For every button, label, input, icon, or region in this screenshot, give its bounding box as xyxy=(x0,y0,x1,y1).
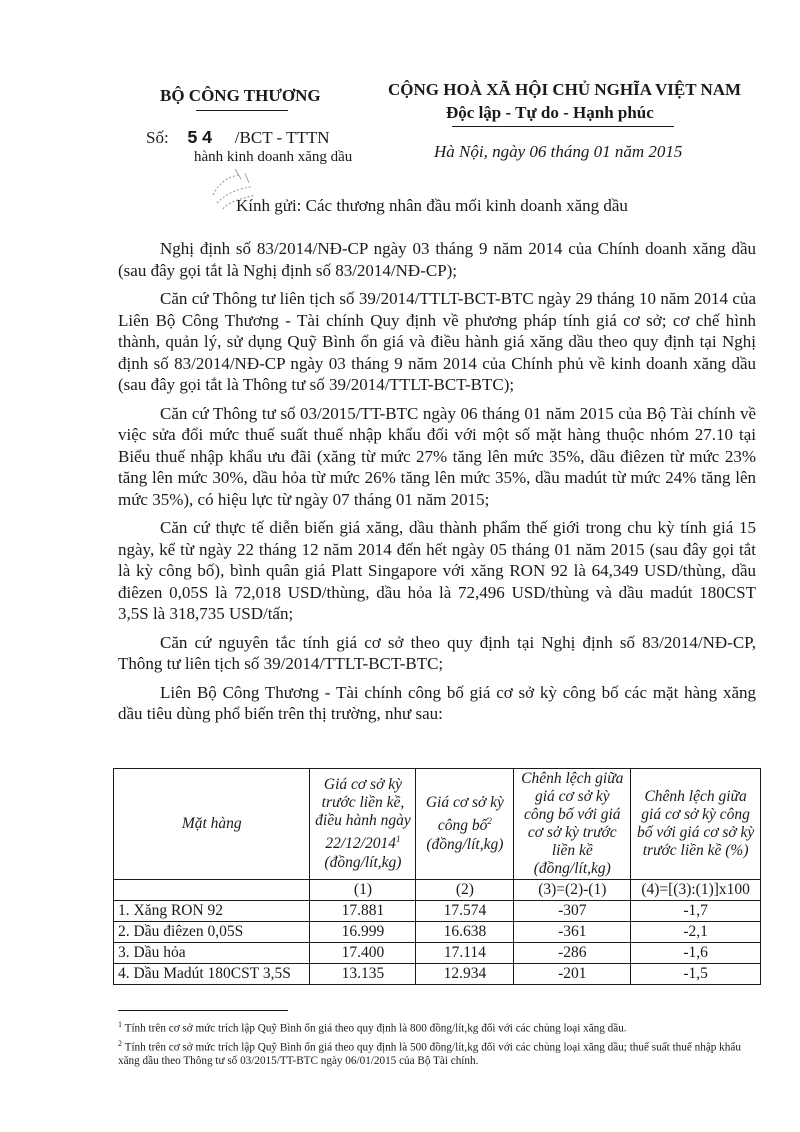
current-price: 17.574 xyxy=(416,901,514,922)
price-difference-percent: -1,6 xyxy=(631,943,761,964)
issuing-agency: BỘ CÔNG THƯƠNG xyxy=(160,86,321,105)
header-difference-percent: Chênh lệch giữa giá cơ sở kỳ công bố với giá cơ sở kỳ trước liền kề (%) xyxy=(631,769,761,880)
price-difference: -286 xyxy=(514,943,631,964)
formula-cell: (4)=[(3):(1)]x100 xyxy=(631,880,761,901)
paragraph-world-prices: Căn cứ thực tế diễn biến giá xăng, dầu thành phẩm thế giới trong chu kỳ tính giá 15 ngày, kể từ ngày 22 tháng 12 năm 2014 đến hết ngày 05 tháng 01 năm 2015 (sau đây gọi tắt là kỳ công bố), bình quân giá Platt Singapore với xăng RON 92 là 64,349 USD/thùng, dầu điêzen 0,05S là 72,018 USD/thùng, dầu hỏa là 72,496 USD/thùng và dầu madút 180CST 3,5S là 318,735 USD/tấn; xyxy=(118,518,756,623)
doc-number-label: Số: xyxy=(146,128,169,147)
price-difference: -361 xyxy=(514,922,631,943)
document-number xyxy=(146,128,330,149)
price-difference-percent: -2,1 xyxy=(631,922,761,943)
national-motto: Độc lập - Tự do - Hạnh phúc xyxy=(446,103,654,122)
motto-underline xyxy=(452,126,674,127)
formula-cell: (3)=(2)-(1) xyxy=(514,880,631,901)
document-body xyxy=(118,238,756,732)
price-difference-percent: -1,7 xyxy=(631,901,761,922)
formula-cell: (1) xyxy=(310,880,416,901)
price-difference: -201 xyxy=(514,964,631,985)
agency-underline xyxy=(196,110,288,111)
item-name: 2. Dầu điêzen 0,05S xyxy=(114,922,310,943)
price-difference: -307 xyxy=(514,901,631,922)
price-difference-percent: -1,5 xyxy=(631,964,761,985)
formula-cell-empty xyxy=(114,880,310,901)
header-difference: Chênh lệch giữa giá cơ sở kỳ công bố với giá cơ sở kỳ trước liền kề (đồng/lít,kg) xyxy=(514,769,631,880)
footnote: $^2$ Tính trên cơ sở mức trích lập Quỹ Bình ổn giá theo quy định là 500 đồng/lít,kg đối với các chủng loại xăng dầu; thuế suất thuế nhập khẩu xăng dầu theo Thông tư số 03/2015/TT-BTC ngày 06/01/2015 của Bộ Tài chính. xyxy=(118,1039,741,1068)
national-title: CỘNG HOÀ XÃ HỘI CHỦ NGHĨA VIỆT NAM xyxy=(388,80,742,99)
footnotes xyxy=(118,1018,758,1070)
document-subject: hành kinh doanh xăng dầu xyxy=(194,149,353,165)
paragraph-circular-03: Căn cứ Thông tư số 03/2015/TT-BTC ngày 06 tháng 01 năm 2015 của Bộ Tài chính về việc sửa đổi mức thuế suất thuế nhập khẩu đối với một số mặt hàng thuộc nhóm 27.10 tại Biểu thuế nhập khẩu ưu đãi (xăng từ mức 27% tăng lên mức 35%, dầu điêzen từ mức 23% tăng lên mức 30%, dầu hỏa từ mức 26% tăng lên mức 35%, dầu madút từ mức 24% tăng lên mức 35%), có hiệu lực từ ngày 07 tháng 01 năm 2015; xyxy=(118,403,756,509)
previous-price: 13.135 xyxy=(310,964,416,985)
item-name: 3. Dầu hỏa xyxy=(114,943,310,964)
current-price: 16.638 xyxy=(416,922,514,943)
footnote: $^1$ Tính trên cơ sở mức trích lập Quỹ Bình ổn giá theo quy định là 800 đồng/lít,kg đối với các chủng loại xăng dầu. xyxy=(118,1020,627,1035)
footnote-divider xyxy=(118,1010,288,1011)
header-previous-price: Giá cơ sở kỳ trước liền kề, điều hành ngày 22/12/2014$^1$ (đồng/lít,kg) xyxy=(310,769,416,880)
previous-price: 17.881 xyxy=(310,901,416,922)
current-price: 17.114 xyxy=(416,943,514,964)
item-name: 4. Dầu Madút 180CST 3,5S xyxy=(114,964,310,985)
paragraph-circular-39: Căn cứ Thông tư liên tịch số 39/2014/TTLT-BCT-BTC ngày 29 tháng 10 năm 2014 của Liên Bộ Công Thương - Tài chính Quy định về phương pháp tính giá cơ sở; cơ chế hình thành, quản lý, sử dụng Quỹ Bình ổn giá và điều hành giá xăng dầu theo quy định tại Nghị định số 83/2014/NĐ-CP ngày 03 tháng 9 năm 2014 của Chính phủ về kinh doanh xăng dầu (sau đây gọi tắt là Thông tư số 39/2014/TTLT-BCT-BTC); xyxy=(118,289,756,394)
header-item: Mặt hàng xyxy=(114,769,310,880)
table-row xyxy=(114,922,761,943)
paragraph-price-principle: Căn cứ nguyên tắc tính giá cơ sở theo quy định tại Nghị định số 83/2014/NĐ-CP, Thông tư liên tịch số 39/2014/TTLT-BCT-BTC; xyxy=(118,632,756,673)
current-price: 12.934 xyxy=(416,964,514,985)
formula-row xyxy=(114,880,761,901)
previous-price: 17.400 xyxy=(310,943,416,964)
formula-cell: (2) xyxy=(416,880,514,901)
doc-number-value: 54 xyxy=(186,129,217,149)
previous-price: 16.999 xyxy=(310,922,416,943)
table-row xyxy=(114,943,761,964)
base-price-table xyxy=(113,768,761,985)
recipient-line: Kính gửi: Các thương nhân đầu mối kinh doanh xăng dầu xyxy=(236,196,628,215)
table-row xyxy=(114,901,761,922)
paragraph-announcement: Liên Bộ Công Thương - Tài chính công bố giá cơ sở kỳ công bố các mặt hàng xăng dầu tiêu dùng phổ biến trên thị trường, như sau: xyxy=(118,682,756,723)
table-header-row xyxy=(114,769,761,880)
item-name: 1. Xăng RON 92 xyxy=(114,901,310,922)
doc-number-code: /BCT - TTTN xyxy=(234,128,330,147)
paragraph-decree: Nghị định số 83/2014/NĐ-CP ngày 03 tháng 9 năm 2014 của Chính doanh xăng dầu (sau đây gọi tắt là Nghị định số 83/2014/NĐ-CP); xyxy=(118,239,756,280)
header-current-price: Giá cơ sở kỳ công bố$^2$ (đồng/lít,kg) xyxy=(416,769,514,880)
table-row xyxy=(114,964,761,985)
dateline: Hà Nội, ngày 06 tháng 01 năm 2015 xyxy=(434,142,683,161)
